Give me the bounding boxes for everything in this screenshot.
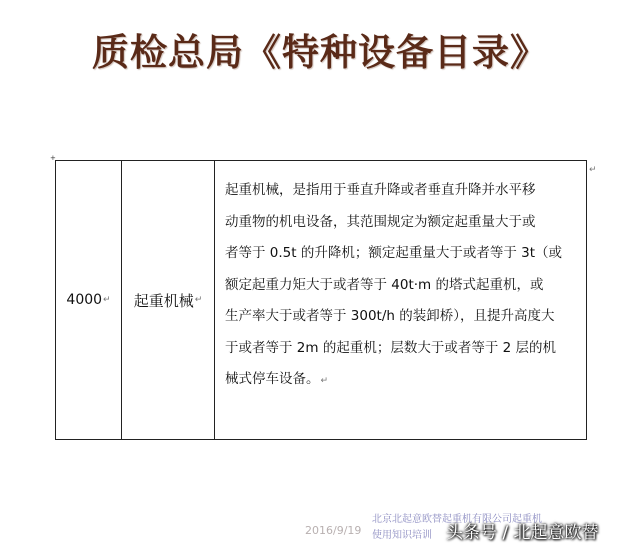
equipment-description-cell <box>215 161 586 439</box>
description-line: 额定起重力矩大于或者等于 40t·m 的塔式起重机，或 <box>225 276 544 293</box>
description-line: 动重物的机电设备，其范围规定为额定起重量大于或 <box>225 213 536 230</box>
page-title: 质检总局《特种设备目录》 <box>92 30 548 74</box>
paragraph-mark-icon: ↵ <box>103 295 111 305</box>
description-line: 者等于 0.5t 的升降机；额定起重量大于或者等于 3t（或 <box>225 245 563 261</box>
description-line-last <box>225 364 578 398</box>
footer-date: 2016/9/19 <box>305 524 362 537</box>
equipment-table <box>55 160 587 440</box>
paragraph-mark-icon: ↵ <box>589 165 597 175</box>
description-line: 生产率大于或者等于 300t/h 的装卸桥），且提升高度大 <box>225 308 555 324</box>
paragraph-mark-icon: ↵ <box>320 376 329 386</box>
equipment-code: 4000 <box>66 292 103 308</box>
watermark: 头条号 / 北起意欧替 <box>446 523 599 543</box>
paragraph-mark-icon: ↵ <box>194 295 203 305</box>
footer-company: 北京北起意欧替起重机有限公司起重机 <box>372 514 542 525</box>
description-line: 起重机械，是指用于垂直升降或者垂直升降并水平移 <box>225 182 536 198</box>
description-line-text: 械式停车设备。 <box>225 371 320 387</box>
description-line: 于或者等于 2m 的起重机；层数大于或者等于 2 层的机 <box>225 339 556 356</box>
equipment-name: 起重机械 <box>133 291 194 310</box>
equipment-name-cell <box>122 161 215 439</box>
table-corner-mark: + <box>50 154 56 162</box>
footer-training: 使用知识培训 <box>372 530 432 541</box>
equipment-code-cell <box>56 161 122 439</box>
